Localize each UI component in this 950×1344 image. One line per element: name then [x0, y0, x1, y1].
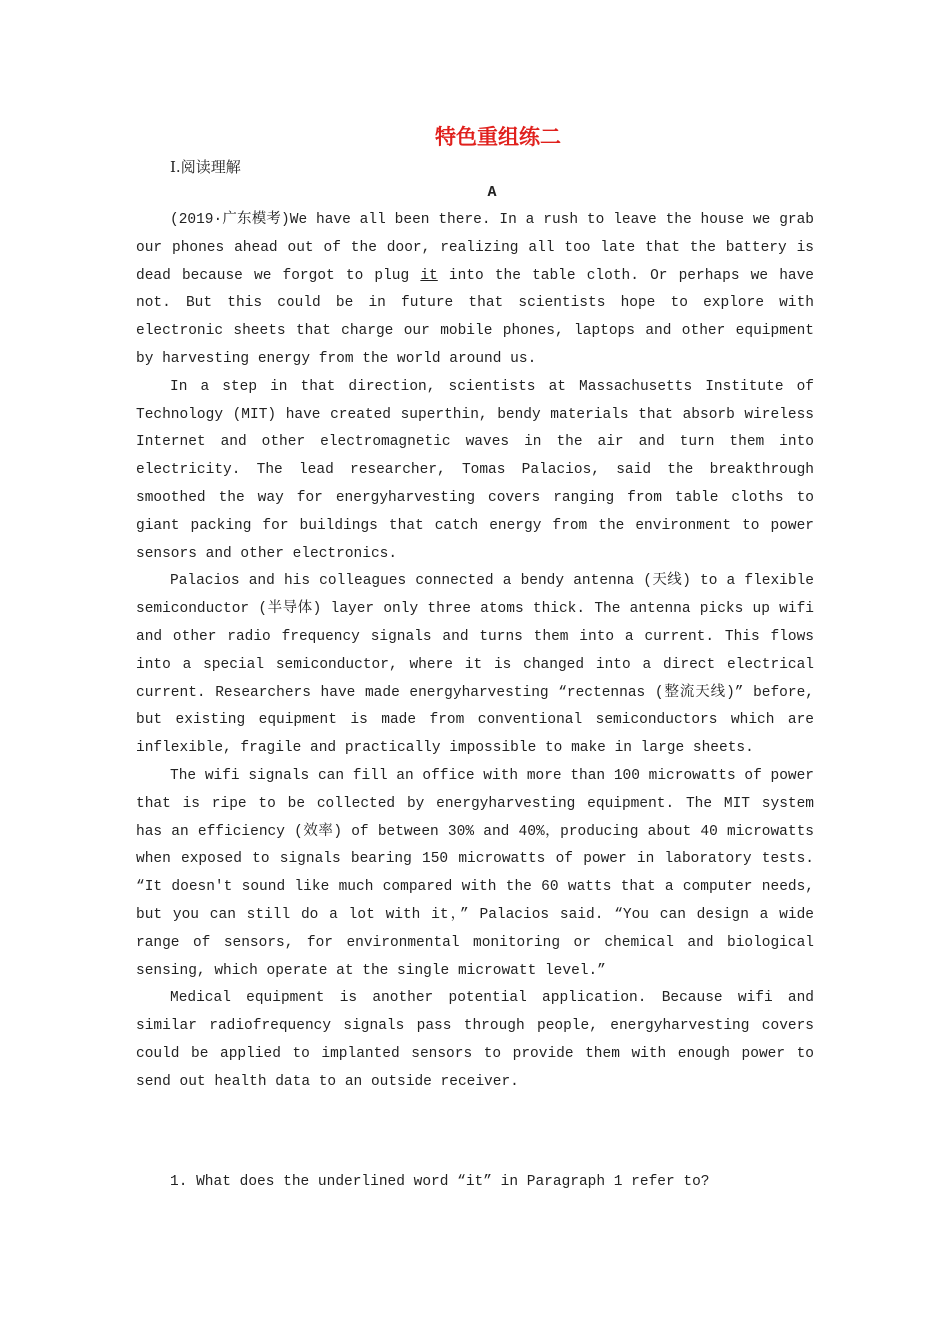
paragraph-3: Palacios and his colleagues connected a bendy antenna (天线) to a flexible semiconductor (半导体) layer only three atoms thick. The antenna picks up wifi and other radio frequency signals and turns them into a current. This flows into a special semiconductor, where it is changed into a direct electrical current. Researchers have made energyharvesting “rectennas (整流天线)” before, but existing equipment is made from conventional semiconductors which are inflexible, fragile and practically impossible to make in large sheets. — [136, 573, 814, 757]
underlined-word: it — [420, 267, 438, 284]
passage-label: A — [487, 184, 497, 201]
passage-body — [136, 207, 814, 1097]
paragraph-2: In a step in that direction, scientists at Massachusetts Institute of Technology (MIT) have created superthin, bendy materials that absorb wireless Internet and other electromagnetic waves in the air and turn them into electricity. The lead researcher, Tomas Palacios, said the breakthrough smoothed the way for energyharvesting covers ranging from table cloths to giant packing for buildings that catch energy from the environment to power sensors and other electronics. — [136, 378, 814, 562]
section-heading: Ⅰ.阅读理解 — [170, 158, 241, 176]
page-title: 特色重组练二 — [435, 124, 561, 149]
paragraph-1 — [136, 207, 814, 374]
paragraph-5: Medical equipment is another potential application. Because wifi and similar radiofrequency signals pass through people, energyharvesting covers could be applied to implanted sensors to provide them with enough power to send out health data to an outside receiver. — [136, 990, 814, 1090]
paragraph-1-before: (2019·广东模考)We have all been there. In a rush to leave the house we grab our phones ahead out of the door, realizing all too late that the battery is dead because we forgot to plug — [136, 212, 814, 284]
paragraph-1-after: into the table cloth. Or perhaps we have not. But this could be in future that scientists hope to explore with electronic sheets that charge our mobile phones, laptops and other equipment by harvesting energy from the world around us. — [136, 267, 814, 367]
question-1: 1. What does the underlined word “it” in Paragraph 1 refer to? — [170, 1174, 710, 1190]
paragraph-4: The wifi signals can fill an office with more than 100 microwatts of power that is ripe to be collected by energyharvesting equipment. The MIT system has an efficiency (效率) of between 30% and 40%，producing about 40 microwatts when exposed to signals bearing 150 microwatts of power in laboratory tests. “It doesn't sound like much compared with the 60 watts that a computer needs, but you can still do a lot with it，” Palacios said. “You can design a wide range of sensors, for environmental monitoring or chemical and biological sensing, which operate at the single microwatt level.” — [136, 767, 814, 979]
